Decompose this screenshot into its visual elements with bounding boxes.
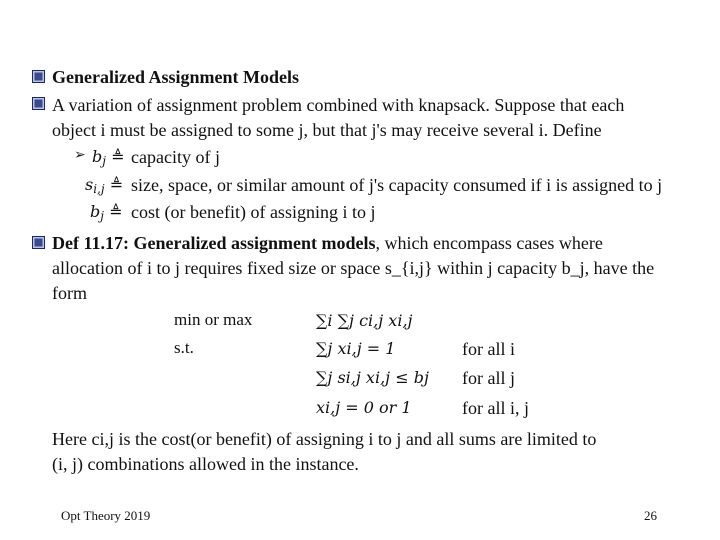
objective-expression: ∑i ∑j ci,j xi,j <box>316 311 413 330</box>
page-number: 26 <box>644 508 657 523</box>
range-1: for all i <box>462 339 515 359</box>
def-label: Def 11.17: <box>52 233 134 253</box>
range-3: for all i, j <box>462 398 529 418</box>
symbol-s: $s_{i,j}$ ≜ <box>85 175 124 196</box>
closing-line-1: Here ci,j is the cost(or benefit) of assigning i to j and all sums are limited to <box>52 429 597 449</box>
objective-label: min or max <box>174 310 253 329</box>
bullet-icon <box>32 236 45 249</box>
def-line-3: form <box>52 283 87 303</box>
constraint-binary: xi,j = 0 or 1 <box>316 398 412 417</box>
def-tail: , which encompass cases where <box>375 233 603 253</box>
symbol-b-1: $b_j$ ≜ <box>92 147 125 168</box>
slide-title: Generalized Assignment Models <box>52 67 299 87</box>
def-b-capacity: capacity of j <box>131 147 220 167</box>
constraint-assign: ∑j xi,j = 1 <box>316 339 396 358</box>
constraint-capacity: ∑j si,j xi,j ≤ bj <box>316 368 429 387</box>
def-s-size: size, space, or similar amount of j's capacity consumed if i is assigned to j <box>131 175 663 195</box>
range-2: for all j <box>462 368 515 388</box>
def-line-1 <box>52 232 603 254</box>
constraint-label: s.t. <box>174 338 194 357</box>
bullet-icon <box>32 97 45 110</box>
def-line-2: allocation of i to j requires fixed size or space s_{i,j} within j capacity b_j, have the <box>52 258 655 278</box>
def-b-cost: cost (or benefit) of assigning i to j <box>131 202 376 222</box>
closing-line-2: (i, j) combinations allowed in the instance. <box>52 454 359 474</box>
symbol-b-2: $b_j$ ≜ <box>90 202 123 223</box>
intro-line-2: object i must be assigned to some j, but that j's may receive several i. Define <box>52 120 602 140</box>
intro-line-1: A variation of assignment problem combined with knapsack. Suppose that each <box>52 95 625 115</box>
bullet-icon <box>32 70 45 83</box>
arrow-bullet-icon: ➢ <box>74 148 86 163</box>
footer-course: Opt Theory 2019 <box>61 508 151 523</box>
def-term: Generalized assignment models <box>133 233 376 253</box>
